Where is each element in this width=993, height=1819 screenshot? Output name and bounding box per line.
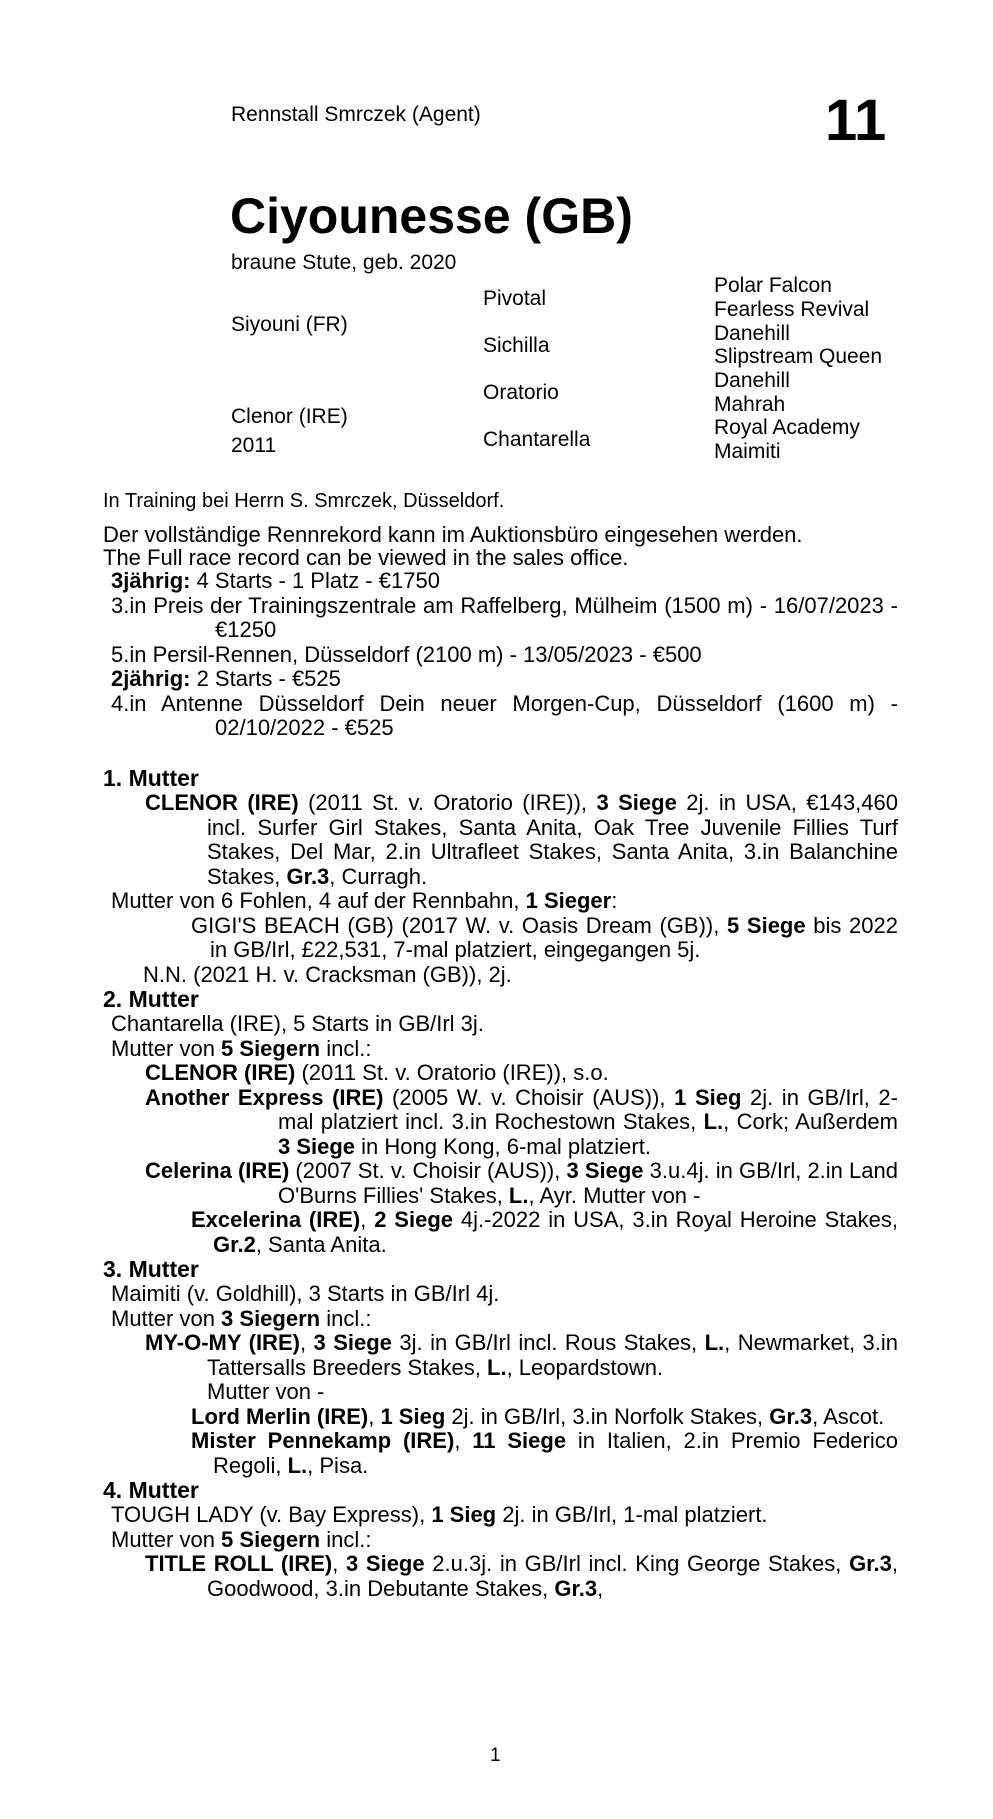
dam3-my-o-my-mother: Mutter von - <box>207 1379 325 1404</box>
lot-number: 11 <box>825 88 887 153</box>
pedigree-g1: Polar Falcon <box>714 274 832 297</box>
pedigree-sire: Siyouni (FR) <box>231 313 348 336</box>
race-record <box>103 523 898 741</box>
year3-race-2: 5.in Persil-Rennen, Düsseldorf (2100 m) - 13/05/2023 - €500 <box>111 641 702 667</box>
trainer-line: In Training bei Herrn S. Smrczek, Düsseldorf. <box>103 490 505 512</box>
record-note-en: The Full race record can be viewed in the sales office. <box>103 545 629 570</box>
year2-race-1: 4.in Antenne Düsseldorf Dein neuer Morgen-Cup, Düsseldorf (1600 m) - 02/10/2022 - €525 <box>111 690 898 740</box>
dam3-mister-pennekamp: Mister Pennekamp (IRE), 11 Siege in Italien, 2.in Premio Federico Regoli, L., Pisa. <box>191 1428 898 1478</box>
dam4-heading: 4. Mutter <box>103 1477 199 1503</box>
dam2-celerina: Celerina (IRE) (2007 St. v. Choisir (AUS)), 3 Siege 3.u.4j. in GB/Irl, 2.in Land O'Burns Fillies' Stakes, L., Ayr. Mutter von - <box>145 1158 898 1208</box>
pedigree-g8: Maimiti <box>714 440 781 463</box>
dam4-title-roll: TITLE ROLL (IRE), 3 Siege 2.u.3j. in GB/Irl incl. King George Stakes, Gr.3, Goodwood, 3.in Debutante Stakes, Gr.3, <box>145 1551 898 1601</box>
page-number: 1 <box>490 1745 501 1766</box>
dam1-clenor: CLENOR (IRE) (2011 St. v. Oratorio (IRE)), 3 Siege 2j. in USA, €143,460 incl. Surfer Girl Stakes, Santa Anita, Oak Tree Juvenile Fillies Turf Stakes, Del Mar, 2.in Ultrafleet Stakes, Santa Anita, 3.in Balanchine Stakes, Gr.3, Curragh. <box>145 790 899 889</box>
dam3-produce: Mutter von 3 Siegern incl.: <box>111 1305 372 1331</box>
year3-summary: 3jährig: 4 Starts - 1 Platz - €1750 <box>111 568 440 593</box>
horse-description: braune Stute, geb. 2020 <box>231 251 457 274</box>
dam2-produce: Mutter von 5 Siegern incl.: <box>111 1035 372 1061</box>
pedigree-dam-dam: Chantarella <box>483 428 591 451</box>
dam3-intro: Maimiti (v. Goldhill), 3 Starts in GB/Irl 4j. <box>111 1281 500 1306</box>
pedigree-g7: Royal Academy <box>714 416 860 439</box>
dam1-heading: 1. Mutter <box>103 765 199 791</box>
dam1-gigis-beach: GIGI'S BEACH (GB) (2017 W. v. Oasis Dream (GB)), 5 Siege bis 2022 in GB/Irl, £22,531, 7-mal platziert, eingegangen 5j. <box>191 912 898 962</box>
pedigree-dam-sire: Oratorio <box>483 381 559 404</box>
pedigree-sire-dam: Sichilla <box>483 334 550 357</box>
pedigree-g3: Danehill <box>714 322 790 345</box>
pedigree-g4: Slipstream Queen <box>714 345 883 368</box>
pedigree-g2: Fearless Revival <box>714 298 870 321</box>
dam3-heading: 3. Mutter <box>103 1256 199 1282</box>
dam2-excelerina: Excelerina (IRE), 2 Siege 4j.-2022 in USA, 3.in Royal Heroine Stakes, Gr.2, Santa Anita. <box>191 1207 899 1257</box>
dam3-lord-merlin: Lord Merlin (IRE), 1 Sieg 2j. in GB/Irl, 3.in Norfolk Stakes, Gr.3, Ascot. <box>191 1403 885 1429</box>
year2-summary: 2jährig: 2 Starts - €525 <box>111 666 341 691</box>
pedigree-g5: Danehill <box>714 369 790 392</box>
pedigree-sire-sire: Pivotal <box>483 287 547 310</box>
dam2-clenor: CLENOR (IRE) (2011 St. v. Oratorio (IRE)), s.o. <box>145 1060 609 1085</box>
pedigree-dam: Clenor (IRE) <box>231 405 348 428</box>
dam4-intro: TOUGH LADY (v. Bay Express), 1 Sieg 2j. in GB/Irl, 1-mal platziert. <box>111 1502 768 1527</box>
pedigree-dam-year: 2011 <box>231 434 277 457</box>
year2-label: 2jährig: <box>111 666 191 691</box>
dam3-my-o-my: MY-O-MY (IRE), 3 Siege 3j. in GB/Irl incl. Rous Stakes, L., Newmarket, 3.in Tattersalls Breeders Stakes, L., Leopardstown. <box>145 1330 898 1380</box>
consignor: Rennstall Smrczek (Agent) <box>231 103 481 126</box>
dam1-nn: N.N. (2021 H. v. Cracksman (GB)), 2j. <box>143 961 512 987</box>
record-note-de: Der vollständige Rennrekord kann im Auktionsbüro eingesehen werden. <box>103 522 803 547</box>
horse-name: Ciyounesse (GB) <box>230 188 633 244</box>
year3-race-1: 3.in Preis der Trainingszentrale am Raffelberg, Mülheim (1500 m) - 16/07/2023 - €1250 <box>111 592 898 642</box>
dam4-produce: Mutter von 5 Siegern incl.: <box>111 1526 372 1552</box>
dam2-another-express: Another Express (IRE) (2005 W. v. Choisir (AUS)), 1 Sieg 2j. in GB/Irl, 2-mal platziert incl. 3.in Rochestown Stakes, L., Cork; Außerdem 3 Siege in Hong Kong, 6-mal platziert. <box>145 1084 898 1159</box>
dam1-produce: Mutter von 6 Fohlen, 4 auf der Rennbahn, 1 Sieger: <box>111 888 618 913</box>
dam2-intro: Chantarella (IRE), 5 Starts in GB/Irl 3j. <box>111 1011 484 1036</box>
dam2-heading: 2. Mutter <box>103 986 199 1012</box>
pedigree-g6: Mahrah <box>714 393 786 416</box>
year3-label: 3jährig: <box>111 568 191 593</box>
family-section <box>103 766 898 1601</box>
